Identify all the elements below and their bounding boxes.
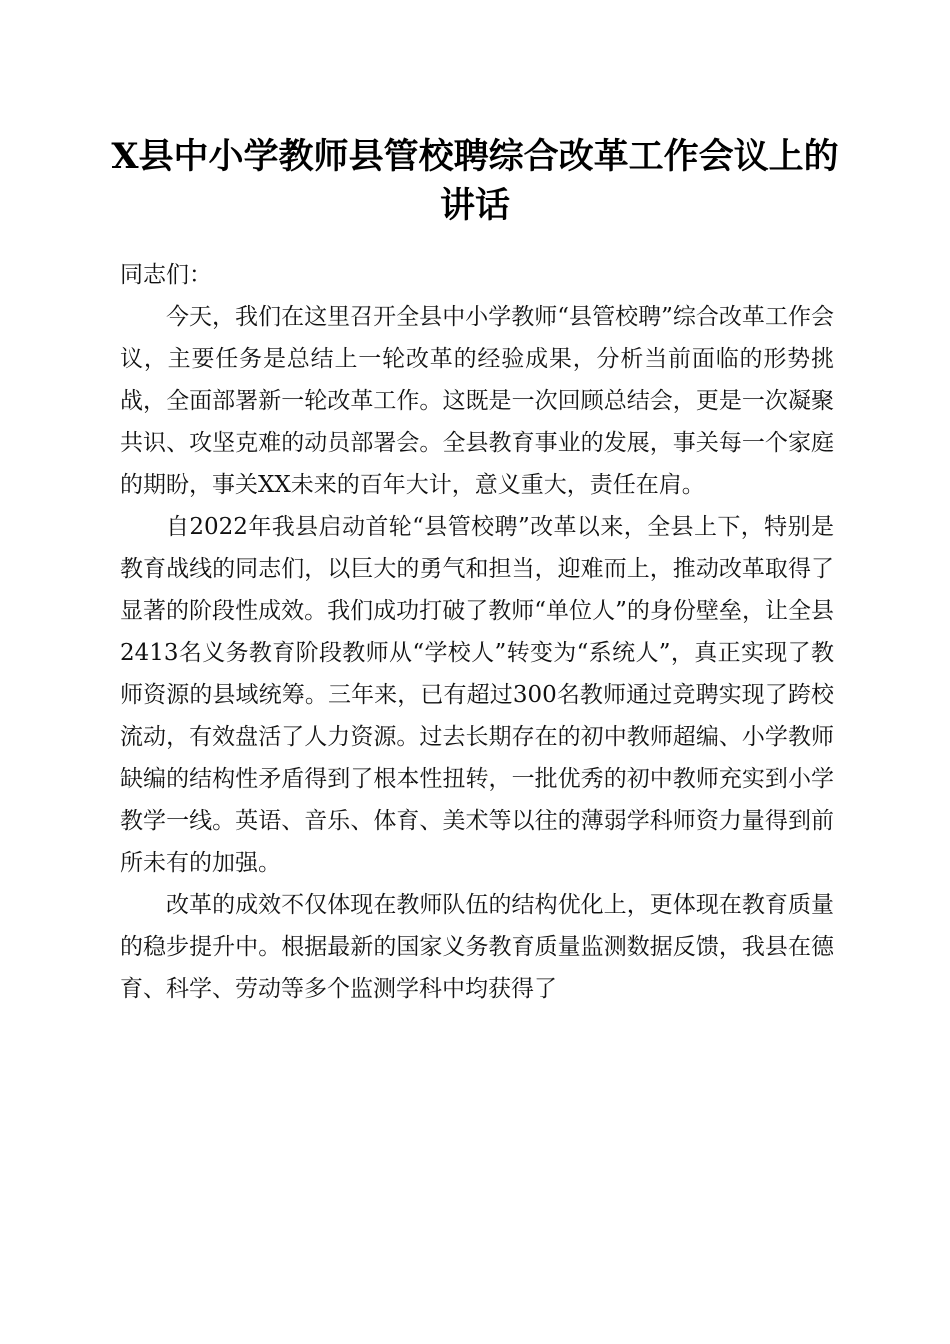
paragraph-quality: 改革的成效不仅体现在教师队伍的结构优化上，更体现在教育质量的稳步提升中。根据最新的国家义务教育质量监测数据反馈，我县在德育、科学、劳动等多个监测学科中均获得了 xyxy=(120,892,834,1002)
salutation: 同志们： xyxy=(120,262,212,288)
document-title: X县中小学教师县管校聘综合改革工作会议上的讲话 xyxy=(111,136,839,226)
document-body xyxy=(120,254,834,1010)
paragraph-achievements: 自2022年我县启动首轮“县管校聘”改革以来，全县上下，特别是教育战线的同志们，以巨大的勇气和担当，迎难而上，推动改革取得了显著的阶段性成效。我们成功打破了教师“单位人”的身份壁垒，让全县2413名义务教育阶段教师从“学校人”转变为“系统人”，真正实现了教师资源的县域统筹。三年来，已有超过300名教师通过竞聘实现了跨校流动，有效盘活了人力资源。过去长期存在的初中教师超编、小学教师缺编的结构性矛盾得到了根本性扭转，一批优秀的初中教师充实到小学教学一线。英语、音乐、体育、美术等以往的薄弱学科师资力量得到前所未有的加强。 xyxy=(120,514,834,876)
paragraph-intro: 今天，我们在这里召开全县中小学教师“县管校聘”综合改革工作会议，主要任务是总结上一轮改革的经验成果，分析当前面临的形势挑战，全面部署新一轮改革工作。这既是一次回顾总结会，更是一次凝聚共识、攻坚克难的动员部署会。全县教育事业的发展，事关每一个家庭的期盼，事关XX未来的百年大计，意义重大，责任在肩。 xyxy=(120,304,834,498)
